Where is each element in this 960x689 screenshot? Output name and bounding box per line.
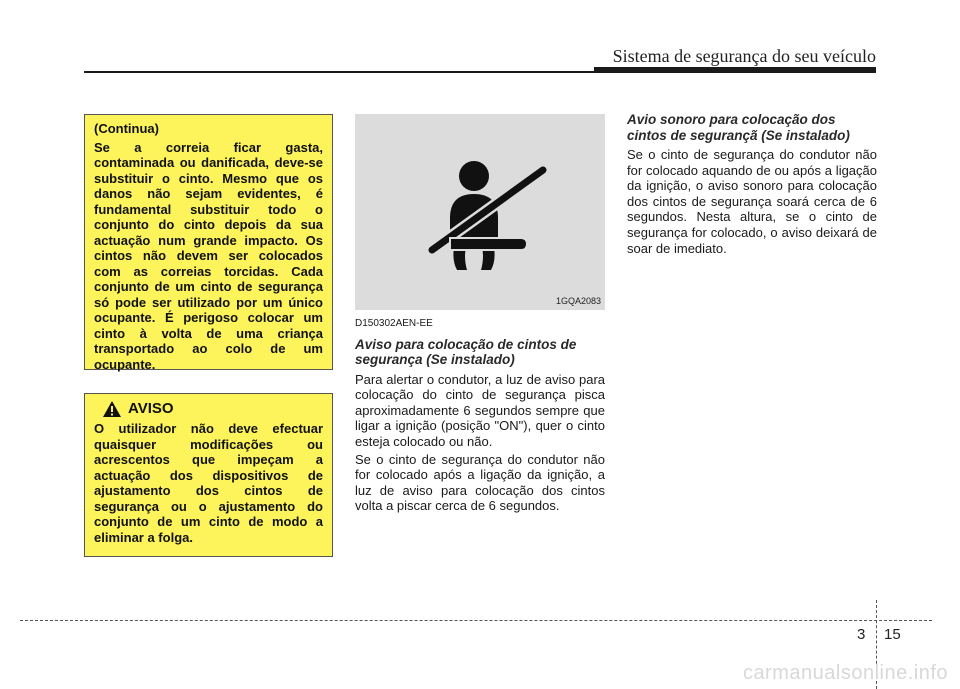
page-number: 15 — [884, 626, 901, 643]
section-paragraph-1: Para alertar o condutor, a luz de aviso para colocação do cinto de segurança pisca aproximadamente 6 segundos sempre que ligar a ignição (posição "ON"), quer o cinto esteja colocado ou não. — [355, 371, 605, 449]
continued-warning-text: Se a correia ficar gasta, contaminada ou danificada, deve-se substituir o cinto. Mesmo que os danos não sejam evidentes, é fundamental substituir todo o conjunto do cinto depois da sua actuação num grande impacto. Os cintos não devem ser colocados com as correias torcidas. Cada conjunto de um cinto de segurança só pode ser utilizado por um único ocupante. É perigoso colocar um cinto à volta de uma criança transportado ao colo de um ocupante. — [94, 139, 323, 372]
aviso-box — [84, 393, 333, 557]
aviso-heading: AVISO — [128, 400, 174, 418]
seatbelt-figure — [355, 114, 605, 310]
section-heading: Avio sonoro para colocação dos cintos de segurançã (Se instalado) — [627, 112, 850, 143]
continued-warning-box — [84, 114, 333, 370]
section-heading: Aviso para colocação de cintos de segurança (Se instalado) — [355, 336, 577, 368]
seatbelt-chime-section — [627, 112, 877, 258]
watermark: carmanualsonline.info — [742, 662, 948, 684]
page-header-title: Sistema de segurança do seu veículo — [612, 46, 876, 66]
seatbelt-warning-icon — [355, 114, 605, 310]
footer-rule — [20, 620, 932, 622]
seatbelt-warning-light-section — [355, 316, 605, 516]
continued-label: (Continua) — [94, 121, 159, 136]
section-paragraph-2: Se o cinto de segurança do condutor não for colocado após a ligação da ignição, a luz de aviso para colocação dos cintos volta a piscar cerca de 6 segundos. — [355, 451, 605, 514]
section-paragraph-1: Se o cinto de segurança do condutor não for colocado aquando de ou após a ligação da ignição, o aviso sonoro para colocação dos cintos de segurança soará cerca de 6 segundos. Nesta altura, se o cinto de segurança for colocado, o aviso deixará de soar de imediato. — [627, 147, 877, 256]
figure-code: 1GQA2083 — [555, 296, 601, 306]
header-rule-accent — [594, 67, 876, 72]
section-ref-code: D150302AEN-EE — [355, 318, 433, 329]
aviso-header — [102, 400, 323, 418]
aviso-text: O utilizador não deve efectuar quaisquer modificações ou acrescentos que impeçam a actuação dos dispositivos de ajustamento dos cintos de segurança ou o ajustamento do conjunto de um cinto de modo a eliminar a folga. — [94, 421, 323, 545]
warning-triangle-icon — [102, 400, 122, 418]
chapter-number: 3 — [857, 626, 866, 643]
